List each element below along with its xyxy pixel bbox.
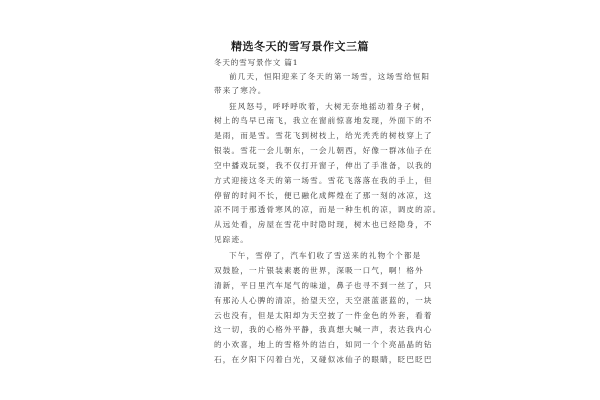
paragraph-line: 前几天，恒阳迎来了冬天的第一场雪，这场雪给恒阳 xyxy=(229,72,431,81)
paragraph-line: 带来了寒冷。 xyxy=(214,86,267,95)
paragraph-line: 见踪迹。 xyxy=(214,235,249,244)
paragraph-line: 是雨，而是雪。雪花飞到树枝上，给光秃秃的树枝穿上了 xyxy=(214,131,433,140)
paragraph-line: 停留的时间不长，便已融化成辉煌在了那一刻的冰凉，这 xyxy=(214,191,433,200)
paragraph-line: 方式迎接这冬天的第一场雪。雪花飞落落在我的手上，但 xyxy=(214,176,433,185)
paragraph-line: 从远处看，房屋在雪花中时隐时现，树木也已经隐身，不 xyxy=(214,220,433,229)
paragraph-line: 有那沁人心脾的清凉，抬望天空，天空湛蓝湛蓝的，一块 xyxy=(214,296,433,305)
paragraph-line: 银装。雪花一会儿朝东，一会儿朝西，好像一群冰仙子在 xyxy=(214,146,433,155)
paragraph-line: 树上的鸟早已南飞，我立在窗前惊喜地发现，外面下的不 xyxy=(214,116,433,125)
paragraph-line: 下午，雪停了，汽车们收了雪送来的礼物个个都是 xyxy=(229,251,422,260)
paragraph-line: 的小欢喜，地上的雪格外的洁白，如同一个个亮晶晶的钻 xyxy=(214,340,433,349)
paragraph-line: 空中播戏玩耍，我不仅打开窗子，伸出了手准备，以我的 xyxy=(214,161,433,170)
paragraph-line: 云也没有，但是太阳却为天空披了一件金色的外套，看着 xyxy=(214,311,433,320)
document-title: 精选冬天的雪写景作文三篇 xyxy=(231,40,369,53)
paragraph-line: 狂风怒号，呼呼呼吹着，大树无奈地摇动着身子树， xyxy=(229,102,431,111)
paragraph-line: 清新，平日里汽车尾气的味道，鼻子也寻不到一丝了，只 xyxy=(214,281,433,290)
paragraph-line: 凉不同于那透骨寒风的凉，而是一种生机的凉，调皮的凉。 xyxy=(214,205,442,214)
section-subtitle: 冬天的雪写景作文 篇1 xyxy=(214,58,299,67)
paragraph-line: 这一切，我的心格外平静，我真想大喊一声，表达我内心 xyxy=(214,325,433,334)
paragraph-line: 石，在夕阳下闪着白光，又碰似冰仙子的眼睛，眨巴眨巴 xyxy=(214,355,433,364)
paragraph-line: 双鼓脸，一片银装素裹的世界，深吸一口气，啊！格外 xyxy=(214,266,424,275)
